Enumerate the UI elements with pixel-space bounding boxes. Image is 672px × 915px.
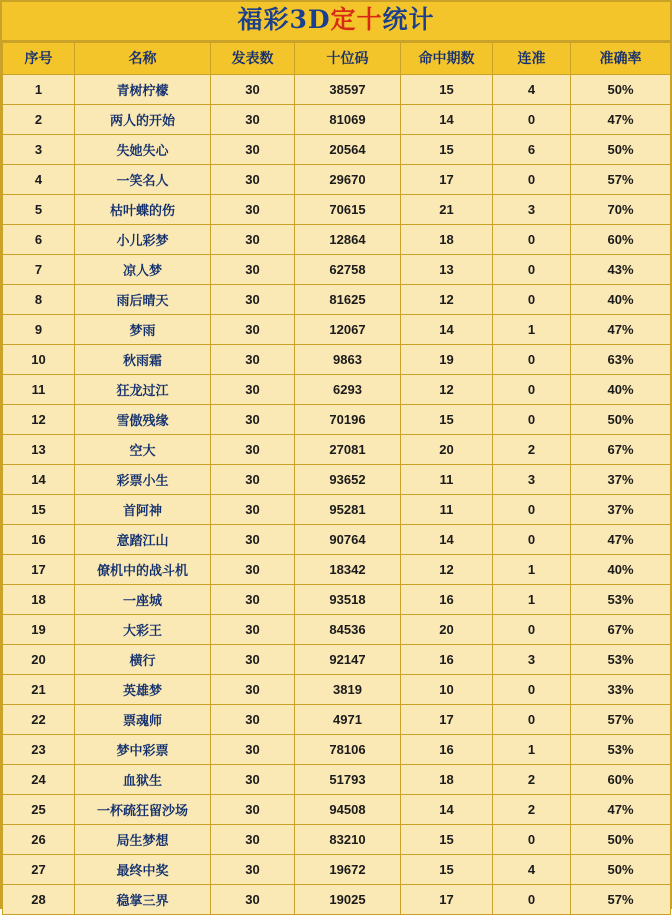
cell-col-count: 30: [211, 584, 295, 614]
cell-col-name: 雪傲残缘: [75, 404, 211, 434]
cell-col-streak: 2: [493, 434, 571, 464]
cell-col-hit: 16: [401, 644, 493, 674]
table-row: [3, 374, 671, 404]
cell-col-hit: 13: [401, 254, 493, 284]
cell-col-hit: 12: [401, 554, 493, 584]
table-row: [3, 644, 671, 674]
cell-col-code: 70615: [295, 194, 401, 224]
cell-col-rate: 67%: [571, 434, 671, 464]
cell-col-rate: 57%: [571, 884, 671, 914]
cell-col-rate: 70%: [571, 194, 671, 224]
cell-col-rate: 63%: [571, 344, 671, 374]
page-title-suffix: 统计: [382, 5, 435, 34]
cell-col-code: 90764: [295, 524, 401, 554]
cell-col-count: 30: [211, 344, 295, 374]
cell-col-code: 6293: [295, 374, 401, 404]
cell-col-rate: 50%: [571, 404, 671, 434]
cell-col-code: 9863: [295, 344, 401, 374]
cell-col-streak: 0: [493, 704, 571, 734]
cell-col-rate: 33%: [571, 674, 671, 704]
cell-col-count: 30: [211, 314, 295, 344]
cell-col-count: 30: [211, 134, 295, 164]
cell-col-streak: 0: [493, 494, 571, 524]
cell-col-idx: 10: [3, 344, 75, 374]
cell-col-rate: 53%: [571, 584, 671, 614]
table-row: [3, 554, 671, 584]
cell-col-name: 小儿彩梦: [75, 224, 211, 254]
cell-col-rate: 40%: [571, 374, 671, 404]
cell-col-streak: 0: [493, 404, 571, 434]
cell-col-name: 空大: [75, 434, 211, 464]
cell-col-count: 30: [211, 404, 295, 434]
cell-col-hit: 11: [401, 494, 493, 524]
cell-col-rate: 57%: [571, 164, 671, 194]
cell-col-count: 30: [211, 164, 295, 194]
cell-col-hit: 16: [401, 584, 493, 614]
column-header-index: 序号: [3, 42, 75, 74]
cell-col-rate: 57%: [571, 704, 671, 734]
cell-col-name: 僚机中的战斗机: [75, 554, 211, 584]
cell-col-idx: 14: [3, 464, 75, 494]
cell-col-count: 30: [211, 614, 295, 644]
cell-col-streak: 3: [493, 464, 571, 494]
cell-col-idx: 20: [3, 644, 75, 674]
cell-col-count: 30: [211, 434, 295, 464]
cell-col-code: 12864: [295, 224, 401, 254]
cell-col-idx: 13: [3, 434, 75, 464]
cell-col-count: 30: [211, 224, 295, 254]
cell-col-hit: 12: [401, 284, 493, 314]
cell-col-name: 英雄梦: [75, 674, 211, 704]
cell-col-code: 20564: [295, 134, 401, 164]
column-header-hit-periods: 命中期数: [401, 42, 493, 74]
cell-col-hit: 14: [401, 104, 493, 134]
cell-col-rate: 50%: [571, 134, 671, 164]
cell-col-rate: 47%: [571, 524, 671, 554]
cell-col-streak: 0: [493, 614, 571, 644]
cell-col-hit: 15: [401, 854, 493, 884]
cell-col-name: 彩票小生: [75, 464, 211, 494]
table-row: [3, 224, 671, 254]
cell-col-idx: 3: [3, 134, 75, 164]
cell-col-code: 70196: [295, 404, 401, 434]
table-body: [3, 74, 671, 914]
cell-col-hit: 15: [401, 404, 493, 434]
cell-col-hit: 14: [401, 794, 493, 824]
cell-col-name: 一杯疏狂留沙场: [75, 794, 211, 824]
table-row: [3, 704, 671, 734]
table-row: [3, 794, 671, 824]
cell-col-hit: 12: [401, 374, 493, 404]
cell-col-code: 4971: [295, 704, 401, 734]
cell-col-count: 30: [211, 734, 295, 764]
cell-col-hit: 21: [401, 194, 493, 224]
cell-col-hit: 15: [401, 824, 493, 854]
cell-col-count: 30: [211, 524, 295, 554]
cell-col-hit: 14: [401, 524, 493, 554]
cell-col-streak: 0: [493, 524, 571, 554]
cell-col-name: 梦雨: [75, 314, 211, 344]
cell-col-idx: 11: [3, 374, 75, 404]
cell-col-streak: 0: [493, 674, 571, 704]
page-title-prefix: 福彩3D: [237, 5, 331, 34]
cell-col-name: 两人的开始: [75, 104, 211, 134]
cell-col-code: 62758: [295, 254, 401, 284]
cell-col-streak: 0: [493, 284, 571, 314]
cell-col-idx: 26: [3, 824, 75, 854]
cell-col-idx: 19: [3, 614, 75, 644]
cell-col-streak: 0: [493, 254, 571, 284]
table-row: [3, 104, 671, 134]
cell-col-streak: 0: [493, 164, 571, 194]
cell-col-streak: 4: [493, 854, 571, 884]
cell-col-name: 秋雨霜: [75, 344, 211, 374]
cell-col-count: 30: [211, 884, 295, 914]
cell-col-code: 81069: [295, 104, 401, 134]
cell-col-name: 一笑名人: [75, 164, 211, 194]
cell-col-count: 30: [211, 704, 295, 734]
cell-col-hit: 10: [401, 674, 493, 704]
table-row: [3, 404, 671, 434]
cell-col-name: 梦中彩票: [75, 734, 211, 764]
cell-col-rate: 47%: [571, 794, 671, 824]
cell-col-count: 30: [211, 644, 295, 674]
table-row: [3, 494, 671, 524]
cell-col-streak: 3: [493, 194, 571, 224]
table-row: [3, 854, 671, 884]
cell-col-code: 19672: [295, 854, 401, 884]
cell-col-code: 51793: [295, 764, 401, 794]
cell-col-count: 30: [211, 824, 295, 854]
cell-col-idx: 25: [3, 794, 75, 824]
cell-col-idx: 2: [3, 104, 75, 134]
cell-col-count: 30: [211, 554, 295, 584]
cell-col-hit: 20: [401, 614, 493, 644]
cell-col-hit: 17: [401, 884, 493, 914]
cell-col-code: 12067: [295, 314, 401, 344]
cell-col-idx: 16: [3, 524, 75, 554]
cell-col-hit: 14: [401, 314, 493, 344]
page-title-accent: 定十: [330, 5, 383, 34]
cell-col-count: 30: [211, 854, 295, 884]
cell-col-streak: 6: [493, 134, 571, 164]
cell-col-idx: 24: [3, 764, 75, 794]
cell-col-streak: 4: [493, 74, 571, 104]
cell-col-streak: 0: [493, 344, 571, 374]
cell-col-idx: 4: [3, 164, 75, 194]
cell-col-code: 83210: [295, 824, 401, 854]
page-title-bar: [2, 2, 670, 42]
cell-col-code: 84536: [295, 614, 401, 644]
cell-col-rate: 47%: [571, 314, 671, 344]
cell-col-hit: 18: [401, 764, 493, 794]
cell-col-hit: 18: [401, 224, 493, 254]
cell-col-code: 95281: [295, 494, 401, 524]
cell-col-name: 凉人梦: [75, 254, 211, 284]
cell-col-idx: 18: [3, 584, 75, 614]
cell-col-hit: 15: [401, 134, 493, 164]
cell-col-code: 92147: [295, 644, 401, 674]
cell-col-rate: 47%: [571, 104, 671, 134]
cell-col-name: 意踏江山: [75, 524, 211, 554]
column-header-tens-code: 十位码: [295, 42, 401, 74]
cell-col-idx: 9: [3, 314, 75, 344]
column-header-name: 名称: [75, 42, 211, 74]
cell-col-code: 78106: [295, 734, 401, 764]
cell-col-count: 30: [211, 284, 295, 314]
cell-col-idx: 21: [3, 674, 75, 704]
cell-col-streak: 2: [493, 764, 571, 794]
cell-col-code: 3819: [295, 674, 401, 704]
cell-col-streak: 0: [493, 374, 571, 404]
cell-col-streak: 1: [493, 734, 571, 764]
page-title: [237, 6, 434, 34]
cell-col-name: 最终中奖: [75, 854, 211, 884]
cell-col-idx: 1: [3, 74, 75, 104]
cell-col-streak: 0: [493, 104, 571, 134]
cell-col-hit: 19: [401, 344, 493, 374]
cell-col-name: 首阿神: [75, 494, 211, 524]
table-row: [3, 584, 671, 614]
cell-col-idx: 6: [3, 224, 75, 254]
table-row: [3, 134, 671, 164]
cell-col-code: 18342: [295, 554, 401, 584]
cell-col-idx: 17: [3, 554, 75, 584]
cell-col-rate: 50%: [571, 824, 671, 854]
cell-col-idx: 8: [3, 284, 75, 314]
cell-col-count: 30: [211, 194, 295, 224]
cell-col-count: 30: [211, 374, 295, 404]
cell-col-hit: 11: [401, 464, 493, 494]
cell-col-name: 青树柠檬: [75, 74, 211, 104]
table-row: [3, 764, 671, 794]
cell-col-rate: 50%: [571, 74, 671, 104]
cell-col-rate: 67%: [571, 614, 671, 644]
cell-col-streak: 1: [493, 584, 571, 614]
table-row: [3, 74, 671, 104]
cell-col-count: 30: [211, 494, 295, 524]
statistics-table: [2, 42, 671, 915]
cell-col-rate: 60%: [571, 224, 671, 254]
cell-col-streak: 1: [493, 314, 571, 344]
cell-col-code: 19025: [295, 884, 401, 914]
cell-col-rate: 40%: [571, 284, 671, 314]
cell-col-name: 血狱生: [75, 764, 211, 794]
table-row: [3, 314, 671, 344]
table-row: [3, 254, 671, 284]
cell-col-streak: 0: [493, 224, 571, 254]
cell-col-code: 27081: [295, 434, 401, 464]
table-row: [3, 674, 671, 704]
cell-col-rate: 60%: [571, 764, 671, 794]
cell-col-streak: 3: [493, 644, 571, 674]
table-row: [3, 734, 671, 764]
cell-col-streak: 2: [493, 794, 571, 824]
cell-col-idx: 27: [3, 854, 75, 884]
cell-col-name: 稳掌三界: [75, 884, 211, 914]
cell-col-idx: 5: [3, 194, 75, 224]
cell-col-code: 93652: [295, 464, 401, 494]
cell-col-hit: 20: [401, 434, 493, 464]
cell-col-name: 雨后晴天: [75, 284, 211, 314]
cell-col-code: 29670: [295, 164, 401, 194]
cell-col-count: 30: [211, 794, 295, 824]
cell-col-idx: 7: [3, 254, 75, 284]
cell-col-count: 30: [211, 74, 295, 104]
table-row: [3, 284, 671, 314]
cell-col-name: 横行: [75, 644, 211, 674]
table-header-row: [3, 42, 671, 74]
cell-col-name: 大彩王: [75, 614, 211, 644]
table-row: [3, 194, 671, 224]
cell-col-streak: 0: [493, 884, 571, 914]
table-row: [3, 434, 671, 464]
cell-col-name: 狂龙过江: [75, 374, 211, 404]
cell-col-count: 30: [211, 674, 295, 704]
cell-col-streak: 0: [493, 824, 571, 854]
cell-col-idx: 22: [3, 704, 75, 734]
table-row: [3, 464, 671, 494]
cell-col-idx: 12: [3, 404, 75, 434]
cell-col-rate: 53%: [571, 734, 671, 764]
cell-col-name: 票魂师: [75, 704, 211, 734]
cell-col-count: 30: [211, 464, 295, 494]
cell-col-hit: 17: [401, 704, 493, 734]
cell-col-count: 30: [211, 764, 295, 794]
cell-col-rate: 37%: [571, 494, 671, 524]
cell-col-name: 枯叶蝶的伤: [75, 194, 211, 224]
cell-col-hit: 16: [401, 734, 493, 764]
cell-col-name: 局生梦想: [75, 824, 211, 854]
cell-col-code: 38597: [295, 74, 401, 104]
cell-col-rate: 50%: [571, 854, 671, 884]
cell-col-rate: 40%: [571, 554, 671, 584]
cell-col-hit: 15: [401, 74, 493, 104]
table-row: [3, 884, 671, 914]
cell-col-rate: 53%: [571, 644, 671, 674]
cell-col-rate: 37%: [571, 464, 671, 494]
cell-col-rate: 43%: [571, 254, 671, 284]
cell-col-streak: 1: [493, 554, 571, 584]
cell-col-name: 一座城: [75, 584, 211, 614]
table-row: [3, 164, 671, 194]
table-row: [3, 344, 671, 374]
cell-col-code: 94508: [295, 794, 401, 824]
table-row: [3, 824, 671, 854]
column-header-streak: 连准: [493, 42, 571, 74]
table-row: [3, 614, 671, 644]
cell-col-name: 失她失心: [75, 134, 211, 164]
cell-col-idx: 28: [3, 884, 75, 914]
cell-col-count: 30: [211, 254, 295, 284]
cell-col-code: 93518: [295, 584, 401, 614]
cell-col-idx: 15: [3, 494, 75, 524]
column-header-post-count: 发表数: [211, 42, 295, 74]
cell-col-code: 81625: [295, 284, 401, 314]
cell-col-idx: 23: [3, 734, 75, 764]
cell-col-hit: 17: [401, 164, 493, 194]
table-row: [3, 524, 671, 554]
column-header-accuracy: 准确率: [571, 42, 671, 74]
cell-col-count: 30: [211, 104, 295, 134]
